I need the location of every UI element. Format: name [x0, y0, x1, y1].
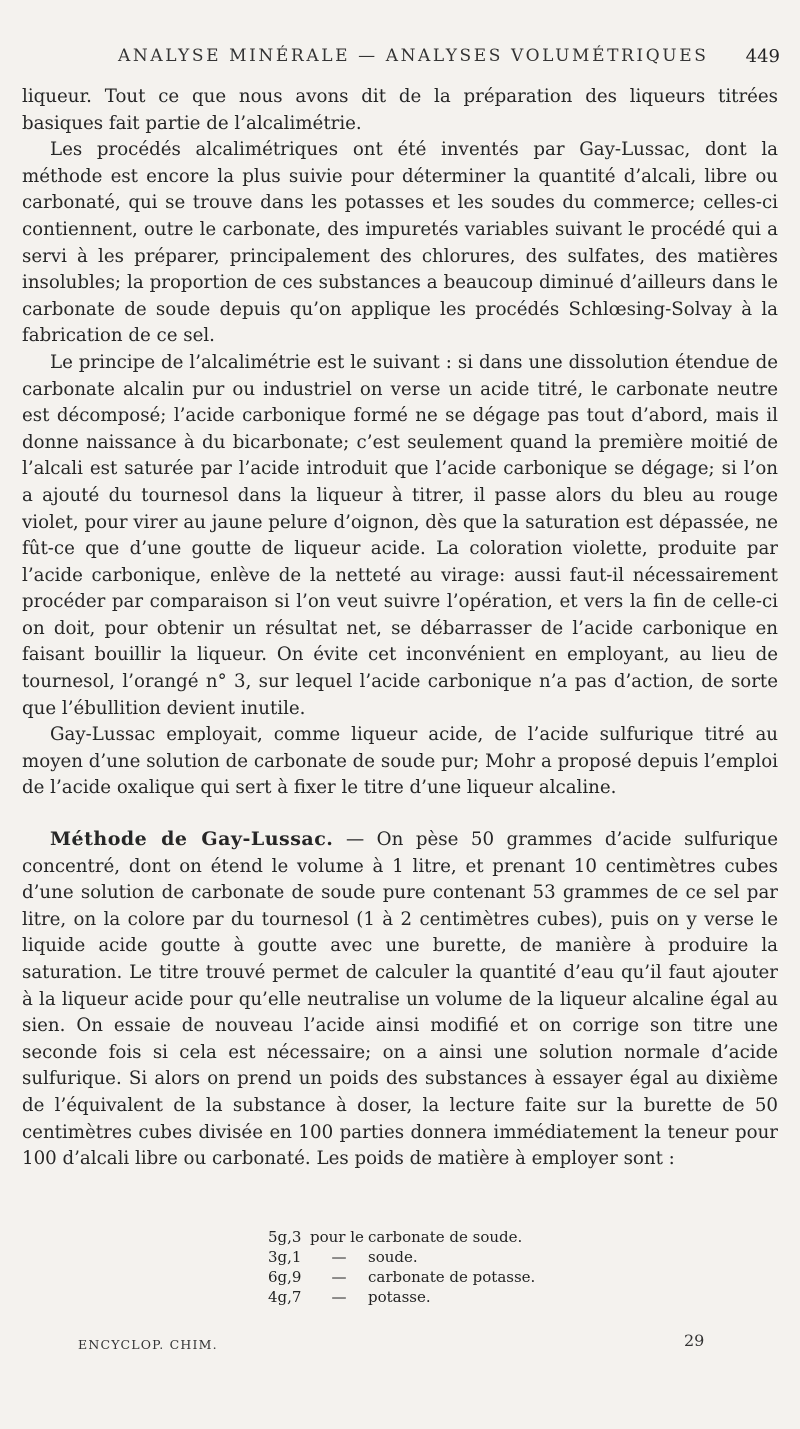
weight-quantity: 3g,1 [268, 1248, 302, 1266]
weight-quantity: 5g,3 [268, 1228, 302, 1246]
paragraph: liqueur. Tout ce que nous avons dit de la préparation des liqueurs titrées basiques fait partie de l’alcalimétrie. [22, 86, 778, 134]
footer-signature: ENCYCLOP. CHIM. [78, 1337, 218, 1352]
weight-substance: soude. [368, 1248, 418, 1266]
method-text: — On pèse 50 grammes d’acide sulfurique concentré, dont on étend le volume à 1 litre, et prenant 10 centimètres cubes d’une solution de carbonate de soude pure contenant 53 grammes de ce sel par litre, on la colore par du tournesol (1 à 2 centimètres cubes), puis on y verse le liquide acide goutte à goutte avec une burette, de manière à produire la saturation. Le titre trouvé permet de calculer la quantité d’eau qu’il faut ajouter à la liqueur acide pour qu’elle neutralise un volume de la liqueur alcaline égal au sien. On essaie de nouveau l’acide ainsi modifié et on corrige son titre une seconde fois si cela est nécessaire; on a ainsi une solution normale d’acide sulfurique. Si alors on prend un poids des substances à essayer égal au dixième de l’équivalent de la substance à doser, la lecture faite sur la burette de 50 centimètres cubes divisée en 100 parties donnera immédiatement la teneur pour 100 d’alcali libre ou carbonaté. Les poids de matière à employer sont : [22, 829, 779, 1170]
weight-quantity: 4g,7 [268, 1288, 302, 1306]
method-paragraph [22, 826, 778, 1173]
page-number: 449 [745, 46, 780, 67]
weight-quantity: 6g,9 [268, 1268, 302, 1286]
page-header [118, 46, 780, 72]
body-text [22, 84, 778, 1173]
weight-separator: pour le [310, 1228, 364, 1246]
weights-row [268, 1247, 535, 1267]
paragraph: Le principe de l’alcalimétrie est le suivant : si dans une dissolution étendue de carbonate alcalin pur ou industriel on verse un acide titré, le carbonate neutre est décomposé; l’acide carbonique formé ne se dégage pas tout d’abord, mais il donne naissance à du bicarbonate; c’est seulement quand la première moitié de l’alcali est saturée par l’acide introduit que l’acide carbonique se dégage; si l’on a ajouté du tournesol dans la liqueur à titrer, il passe alors du bleu au rouge violet, pour virer au jaune pelure d’oignon, dès que la saturation est dépassée, ne fût-ce que d’une goutte de liqueur acide. La coloration violette, produite par l’acide carbonique, enlève de la netteté au virage: aussi faut-il nécessairement procéder par comparaison si l’on veut suivre l’opération, et vers la fin de celle-ci on doit, pour obtenir un résultat net, se débarrasser de l’acide carbonique en faisant bouillir la liqueur. On évite cet inconvénient en employant, au lieu de tournesol, l’orangé n° 3, sur lequel l’acide carbonique n’a pas d’action, de sorte que l’ébullition devient inutile. [22, 351, 778, 719]
running-title: ANALYSE MINÉRALE — ANALYSES VOLUMÉTRIQUES [118, 46, 709, 66]
weights-row [268, 1267, 535, 1287]
weight-substance: carbonate de soude. [368, 1228, 523, 1246]
weight-separator: — [331, 1248, 347, 1266]
method-title: Méthode de Gay-Lussac. [50, 828, 334, 851]
weights-row [268, 1287, 535, 1307]
footer-sheet-number: 29 [684, 1331, 705, 1350]
weight-substance: carbonate de potasse. [368, 1268, 536, 1286]
weights-row [268, 1227, 535, 1247]
weights-table [268, 1227, 535, 1307]
weight-separator: — [331, 1268, 347, 1286]
paragraph: Gay-Lussac employait, comme liqueur acide, de l’acide sulfurique titré au moyen d’une solution de carbonate de soude pur; Mohr a proposé depuis l’emploi de l’acide oxalique qui sert à fixer le titre d’une liqueur alcaline. [22, 724, 778, 799]
paragraph: Les procédés alcalimétriques ont été inventés par Gay-Lussac, dont la méthode est encore la plus suivie pour déterminer la quantité d’alcali, libre ou carbonaté, qui se trouve dans les potasses et les soudes du commerce; celles-ci contiennent, outre le carbonate, des impuretés variables suivant le procédé qui a servi à les préparer, principalement des chlorures, des sulfates, des matières insolubles; la proportion de ces substances a beaucoup diminué d’ailleurs dans le carbonate de soude depuis qu’on applique les procédés Schlœsing-Solvay à la fabrication de ce sel. [22, 139, 778, 347]
weight-substance: potasse. [368, 1288, 431, 1306]
weight-separator: — [331, 1288, 347, 1306]
